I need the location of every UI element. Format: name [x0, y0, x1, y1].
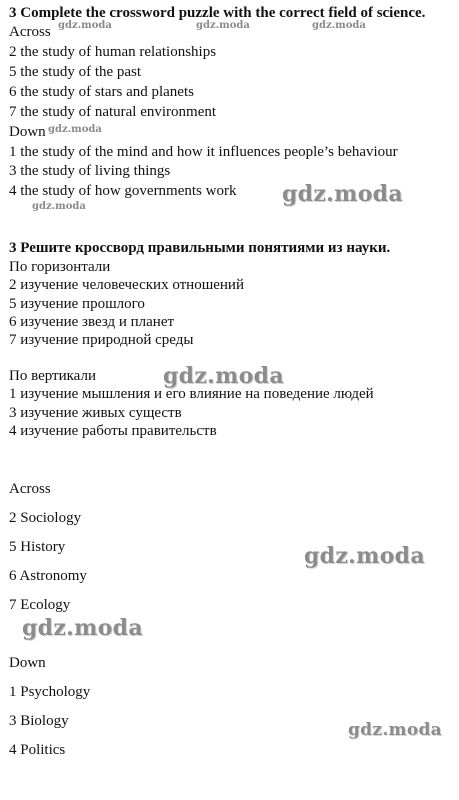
answer-across-6: 6 Astronomy	[9, 568, 87, 584]
clue-across-7-en: 7 the study of natural environment	[9, 104, 217, 120]
task-title-en: 3 Complete the crossword puzzle with the correct field of science.	[9, 5, 426, 21]
answer-across-5: 5 History	[9, 539, 66, 555]
clue-across-5-en: 5 the study of the past	[9, 64, 142, 80]
clue-down-4-ru: 4 изучение работы правительств	[9, 423, 217, 439]
watermark: gdz.moda	[22, 615, 143, 641]
task-title-ru: 3 Решите кроссворд правильными понятиями из науки.	[9, 240, 391, 256]
watermark: gdz.moda	[58, 20, 112, 31]
clue-across-5-ru: 5 изучение прошлого	[9, 296, 145, 312]
watermark: gdz.moda	[282, 181, 403, 207]
answer-across-2: 2 Sociology	[9, 510, 82, 526]
answer-down-1: 1 Psychology	[9, 684, 91, 700]
clue-down-3-en: 3 the study of living things	[9, 163, 171, 179]
watermark: gdz.moda	[48, 124, 102, 135]
watermark: gdz.moda	[312, 20, 366, 31]
watermark: gdz.moda	[304, 543, 425, 569]
watermark: gdz.moda	[163, 363, 284, 389]
answer-down-3: 3 Biology	[9, 713, 69, 729]
across-label-ru: По горизонтали	[9, 259, 111, 275]
clue-down-1-en: 1 the study of the mind and how it influences people’s behaviour	[9, 144, 398, 160]
clue-across-2-en: 2 the study of human relationships	[9, 44, 217, 60]
down-label-en: Down	[9, 124, 46, 140]
answer-across-7: 7 Ecology	[9, 597, 71, 613]
clue-across-2-ru: 2 изучение человеческих отношений	[9, 277, 244, 293]
clue-across-6-en: 6 the study of stars and planets	[9, 84, 194, 100]
clue-across-6-ru: 6 изучение звезд и планет	[9, 314, 175, 330]
clue-down-1-ru: 1 изучение мышления и его влияние на поведение людей	[9, 386, 374, 402]
clue-down-4-en: 4 the study of how governments work	[9, 183, 237, 199]
down-label-ru: По вертикали	[9, 368, 96, 384]
clue-across-7-ru: 7 изучение природной среды	[9, 332, 194, 348]
clue-down-3-ru: 3 изучение живых существ	[9, 405, 182, 421]
across-label-en: Across	[9, 24, 51, 40]
watermark: gdz.moda	[348, 720, 442, 740]
watermark: gdz.moda	[32, 201, 86, 212]
answers-across-label: Across	[9, 481, 51, 497]
answers-down-label: Down	[9, 655, 46, 671]
answer-down-4: 4 Politics	[9, 742, 66, 758]
watermark: gdz.moda	[196, 20, 250, 31]
